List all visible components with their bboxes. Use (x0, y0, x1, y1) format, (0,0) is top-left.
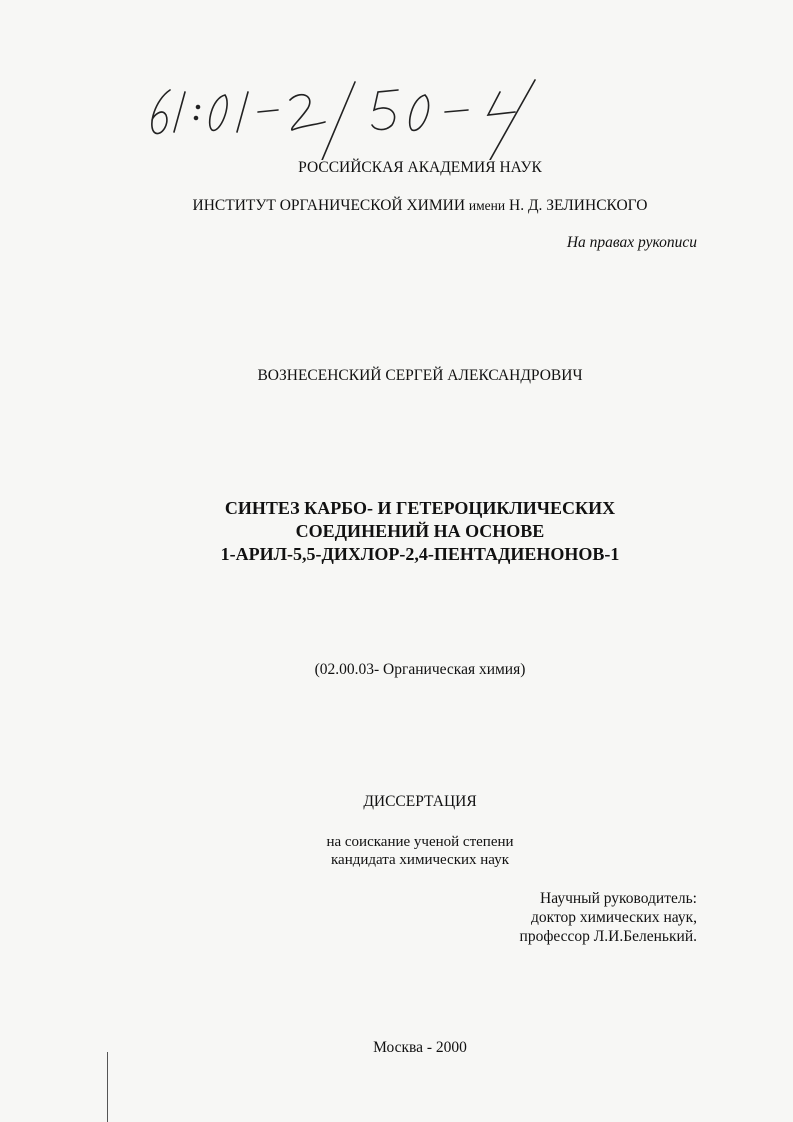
document-type: ДИССЕРТАЦИЯ (363, 793, 477, 810)
institute-prefix: ИНСТИТУТ ОРГАНИЧЕСКОЙ ХИМИИ (192, 197, 466, 214)
degree-line-2: кандидата химических наук (330, 852, 509, 868)
degree-line-1: на соискание ученой степени (326, 834, 514, 850)
handwritten-archive-code (140, 70, 560, 160)
place-year: Москва - 2000 (373, 1039, 467, 1056)
scan-margin-line (107, 1052, 108, 1122)
institute-middle: имени (468, 198, 506, 213)
title-line-1: СИНТЕЗ КАРБО- И ГЕТЕРОЦИКЛИЧЕСКИХ (224, 498, 616, 518)
supervisor-line-3: профессор Л.И.Беленький. (519, 928, 697, 945)
institute-name (140, 197, 700, 215)
specialty: (02.00.03- Органическая химия) (314, 661, 526, 678)
title-line-3: 1-АРИЛ-5,5-ДИХЛОР-2,4-ПЕНТАДИЕНОНОВ-1 (220, 544, 620, 564)
organization-name: РОССИЙСКАЯ АКАДЕМИЯ НАУК (298, 159, 542, 176)
rights-note: На правах рукописи (566, 234, 697, 251)
institute-suffix: Н. Д. ЗЕЛИНСКОГО (509, 197, 648, 214)
supervisor-line-2: доктор химических наук, (531, 909, 697, 926)
supervisor-line-1: Научный руководитель: (540, 890, 697, 907)
author-name: ВОЗНЕСЕНСКИЙ СЕРГЕЙ АЛЕКСАНДРОВИЧ (257, 367, 583, 384)
title-line-2: СОЕДИНЕНИЙ НА ОСНОВЕ (295, 521, 545, 541)
